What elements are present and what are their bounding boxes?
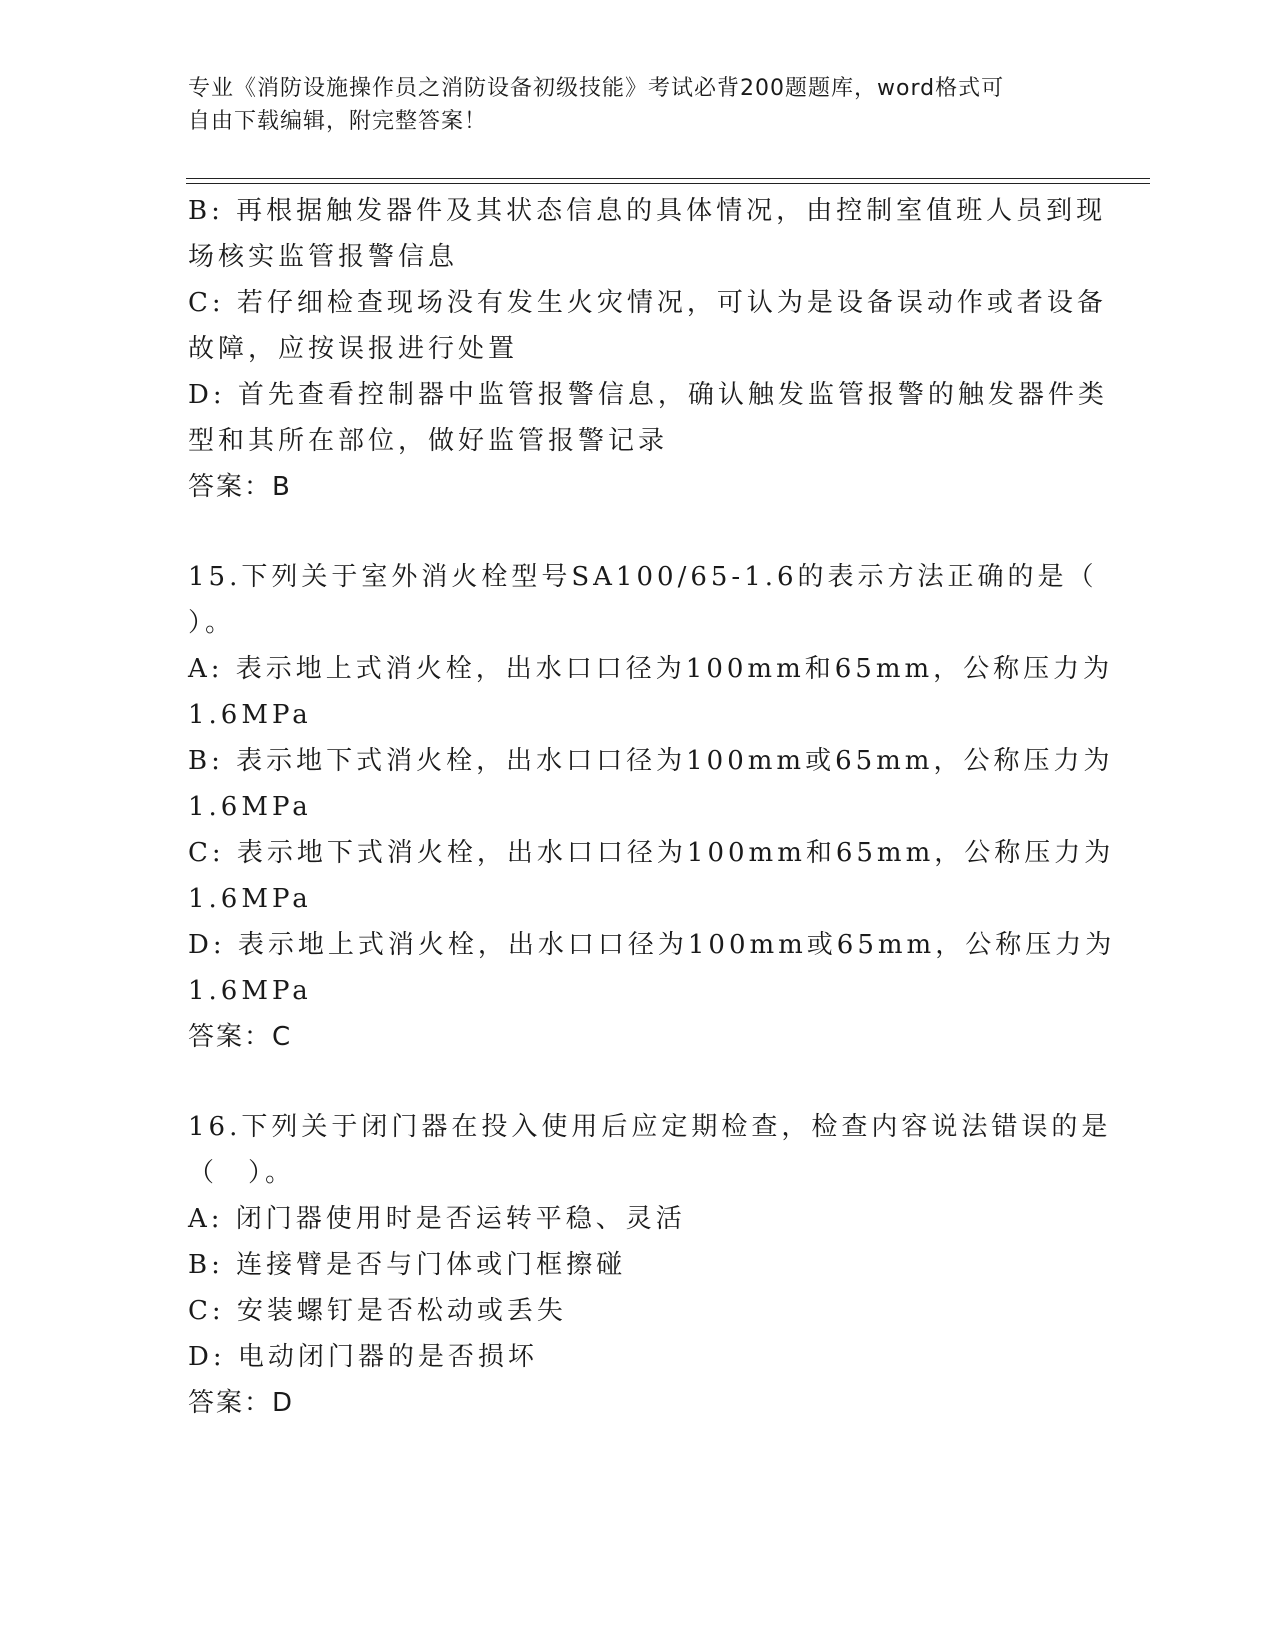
option-c-line-2: 故障，应按误报进行处置	[188, 334, 519, 364]
question-stem-line-2: ）。	[188, 608, 236, 638]
option-b: B: 连接臂是否与门体或门框擦碰	[188, 1250, 627, 1280]
header-rule-bottom	[186, 183, 1150, 184]
option-d-line-2: 1.6MPa	[188, 976, 312, 1006]
option-a: A: 闭门器使用时是否运转平稳、灵活	[188, 1204, 686, 1234]
option-b-line-1: B: 再根据触发器件及其状态信息的具体情况，由控制室值班人员到现	[188, 196, 1107, 226]
document-body	[188, 188, 1116, 1426]
document-header	[188, 72, 1078, 138]
question-stem-line-1: 16.下列关于闭门器在投入使用后应定期检查，检查内容说法错误的是	[188, 1112, 1112, 1142]
question-stem-line-1: 15.下列关于室外消火栓型号SA100/65-1.6的表示方法正确的是（	[188, 562, 1098, 592]
option-b-line-2: 场核实监管报警信息	[188, 242, 459, 272]
spacer	[188, 1060, 1088, 1104]
option-a-line-1: A: 表示地上式消火栓，出水口口径为100mm和65mm，公称压力为	[188, 654, 1114, 684]
option-d-line-1: D: 表示地上式消火栓，出水口口径为100mm或65mm，公称压力为	[188, 930, 1116, 960]
option-d-line-2: 型和其所在部位，做好监管报警记录	[188, 426, 669, 456]
header-line-1: 专业《消防设施操作员之消防设备初级技能》考试必背200题题库，word格式可	[188, 76, 1005, 101]
option-b-line-1: B: 表示地下式消火栓，出水口口径为100mm或65mm，公称压力为	[188, 746, 1114, 776]
question-stem-line-2: （ ）。	[188, 1158, 296, 1188]
question-14-continued	[188, 188, 1108, 510]
answer: 答案：B	[188, 472, 292, 502]
answer: 答案：C	[188, 1022, 293, 1052]
spacer	[188, 510, 1088, 554]
answer: 答案：D	[188, 1388, 295, 1418]
header-line-2: 自由下载编辑，附完整答案！	[188, 109, 488, 134]
option-c-line-2: 1.6MPa	[188, 884, 312, 914]
header-rule-top	[186, 178, 1150, 179]
option-d-line-1: D: 首先查看控制器中监管报警信息，确认触发监管报警的触发器件类	[188, 380, 1108, 410]
option-c: C: 安装螺钉是否松动或丢失	[188, 1296, 567, 1326]
option-c-line-1: C: 若仔细检查现场没有发生火灾情况，可认为是设备误动作或者设备	[188, 288, 1107, 318]
option-c-line-1: C: 表示地下式消火栓，出水口口径为100mm和65mm，公称压力为	[188, 838, 1115, 868]
question-15	[188, 554, 1116, 1060]
option-b-line-2: 1.6MPa	[188, 792, 312, 822]
question-16	[188, 1104, 1112, 1426]
option-d: D: 电动闭门器的是否损坏	[188, 1342, 538, 1372]
option-a-line-2: 1.6MPa	[188, 700, 312, 730]
